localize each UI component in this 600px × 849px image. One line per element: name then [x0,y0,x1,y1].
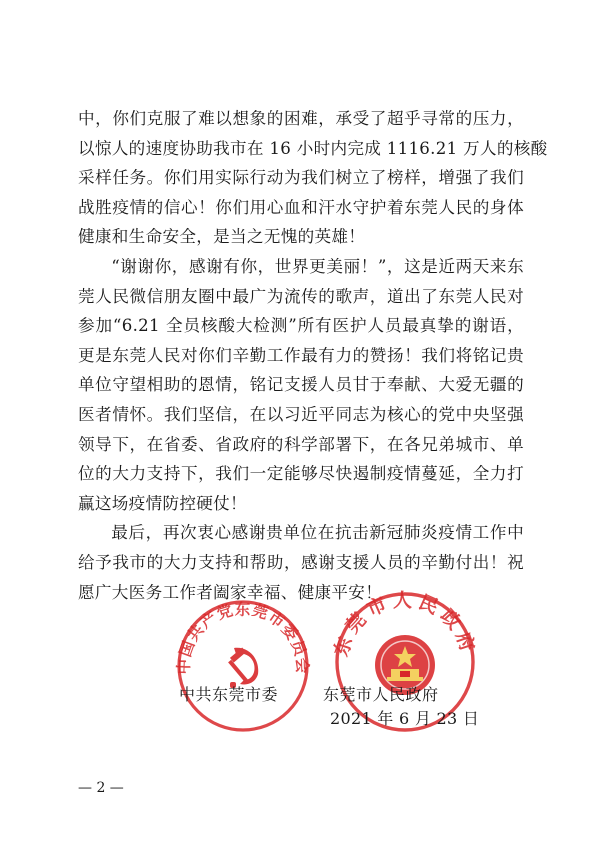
left-signatory: 中共东莞市委 [179,685,279,704]
text-line: 最后，再次衷心感谢贵单位在抗击新冠肺炎疫情工作中 [111,523,524,543]
letter-body [78,104,548,607]
party-committee-seal [168,594,318,734]
text-line: 给予我市的大力支持和帮助，感谢支援人员的辛勤付出！祝 [78,552,524,572]
paragraph [78,252,524,518]
text-line: 健康和生命安全，是当之无愧的英雄！ [78,227,366,247]
text-line: 医者情怀。我们坚信，在以习近平同志为核心的党中央坚强 [78,404,524,424]
text-line: 战胜疫情的信心！你们用心血和汗水守护着东莞人民的身体 [78,197,524,217]
paragraph [78,104,548,252]
signature-date: 2021 年 6 月 23 日 [330,709,480,728]
text-line: 愿广大医务工作者阖家幸福、健康平安！ [78,582,383,602]
text-line: 赢这场疫情防控硬仗！ [78,493,247,513]
text-line: 采样任务。你们用实际行动为我们树立了榜样，增强了我们 [78,168,524,188]
text-line: 单位守望相助的恩情，铭记支援人员甘于奉献、大爱无疆的 [78,375,524,395]
page-number: — 2 — [78,780,124,796]
text-line: 位的大力支持下，我们一定能够尽快遏制疫情蔓延，全力打 [78,464,524,484]
text-line: 以惊人的速度协助我市在 16 小时内完成 1116.21 万人的核酸 [78,138,548,158]
left-seal-text: 中国共产党东莞市委员会 [174,600,312,675]
text-line: 领导下，在省委、省政府的科学部署下，在各兄弟城市、单 [78,434,524,454]
right-seal-text: 东莞市人民政府 [330,589,480,660]
text-line: “谢谢你，感谢有你，世界更美丽！”，这是近两天来东 [111,256,524,276]
text-line: 参加“6.21 全员核酸大检测”所有医护人员最真挚的谢语， [78,316,524,336]
text-line: 莞人民微信朋友圈中最广为流传的歌声，道出了东莞人民对 [78,286,524,306]
right-signatory: 东莞市人民政府 [323,685,439,704]
text-line: 更是东莞人民对你们辛勤工作最有力的赞扬！我们将铭记贵 [78,345,524,365]
svg-text:中国共产党东莞市委员会 [175,599,313,674]
text-line: 中，你们克服了难以想象的困难，承受了超乎寻常的压力， [78,109,524,128]
